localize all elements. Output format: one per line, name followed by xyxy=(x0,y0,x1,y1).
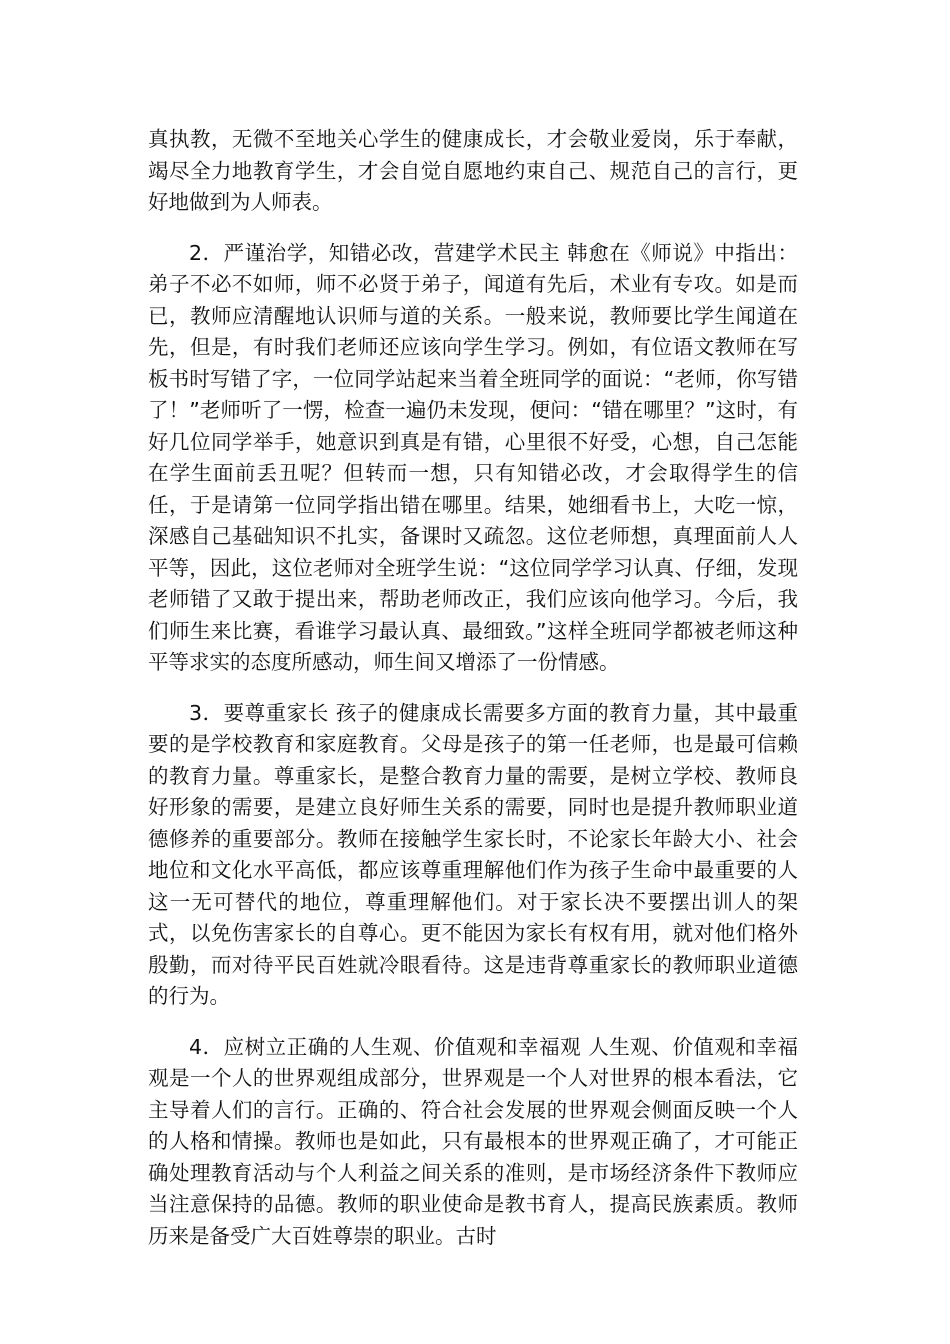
document-body xyxy=(148,124,798,1271)
paragraph-rigorous-scholarship: 2．严谨治学，知错必改，营建学术民主 韩愈在《师说》中指出：弟子不必不如师，师不必贤于弟子，闻道有先后，术业有专攻。如是而已，教师应清醒地认识师与道的关系。一般来说，教师要比学生闻道在先，但是，有时我们老师还应该向学生学习。例如，有位语文教师在写板书时写错了字，一位同学站起来当着全班同学的面说：“老师，你写错了！”老师听了一愣，检查一遍仍未发现，便问：“错在哪里？”这时，有好几位同学举手，她意识到真是有错，心里很不好受，心想，自己怎能在学生面前丢丑呢？但转而一想，只有知错必改，才会取得学生的信任，于是请第一位同学指出错在哪里。结果，她细看书上，大吃一惊，深感自己基础知识不扎实，备课时又疏忽。这位老师想，真理面前人人平等，因此，这位老师对全班学生说：“这位同学学习认真、仔细，发现老师错了又敢于提出来，帮助老师改正，我们应该向他学习。今后，我们师生来比赛，看谁学习最认真、最细致。”这样全班同学都被老师这种平等求实的态度所感动，师生间又增添了一份情感。 xyxy=(148,240,798,674)
paragraph-correct-values: 4．应树立正确的人生观、价值观和幸福观 人生观、价值观和幸福观是一个人的世界观组成部分，世界观是一个人对世界的根本看法，它主导着人们的言行。正确的、符合社会发展的世界观会侧面反映一个人的人格和情操。教师也是如此，只有最根本的世界观正确了，才可能正确处理教育活动与个人利益之间关系的准则，是市场经济条件下教师应当注意保持的品德。教师的职业使命是教书育人，提高民族素质。教师历来是备受广大百姓尊崇的职业。古时 xyxy=(148,1034,798,1248)
paragraph-continuation: 真执教，无微不至地关心学生的健康成长，才会敬业爱岗，乐于奉献，竭尽全力地教育学生，才会自觉自愿地约束自己、规范自己的言行，更好地做到为人师表。 xyxy=(148,127,798,214)
paragraph-respect-parents: 3．要尊重家长 孩子的健康成长需要多方面的教育力量，其中最重要的是学校教育和家庭教育。父母是孩子的第一任老师，也是最可信赖的教育力量。尊重家长，是整合教育力量的需要，是树立学校、教师良好形象的需要，是建立良好师生关系的需要，同时也是提升教师职业道德修养的重要部分。教师在接触学生家长时，不论家长年龄大小、社会地位和文化水平高低，都应该尊重理解他们作为孩子生命中最重要的人这一无可替代的地位，尊重理解他们。对于家长决不要摆出训人的架式，以免伤害家长的自尊心。更不能因为家长有权有用，就对他们格外殷勤，而对待平民百姓就冷眼看待。这是违背尊重家长的教师职业道德的行为。 xyxy=(148,700,798,1008)
